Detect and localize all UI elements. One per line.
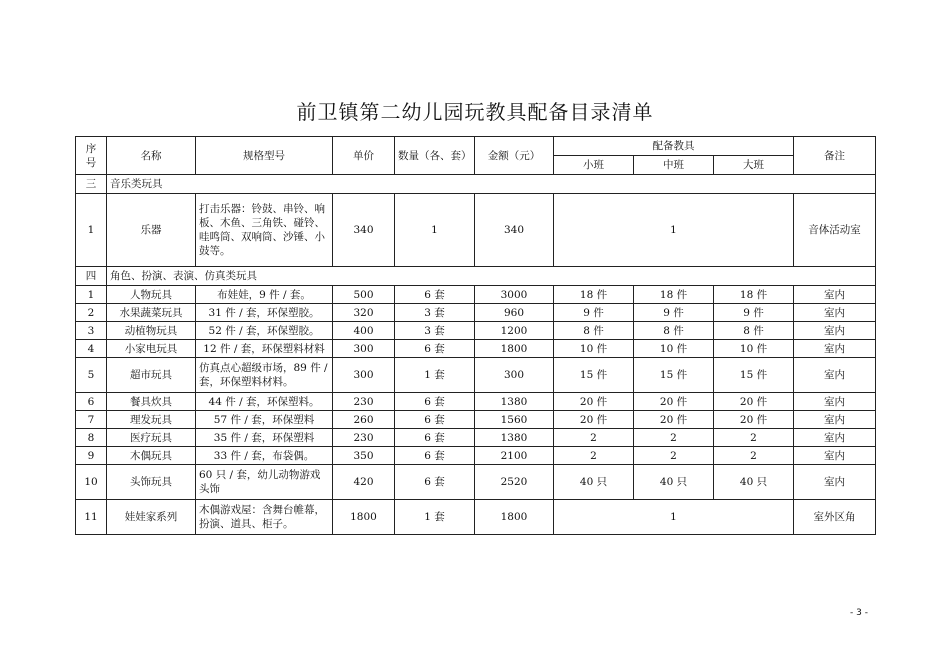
header-seq: 序号 bbox=[76, 137, 107, 175]
cell-name: 乐器 bbox=[107, 194, 196, 267]
cell-price: 1800 bbox=[333, 500, 395, 535]
cell-large: 20 件 bbox=[714, 393, 794, 411]
table-row bbox=[76, 286, 876, 304]
cell-small: 2 bbox=[554, 447, 634, 465]
cell-qty: 6 套 bbox=[395, 411, 475, 429]
cell-price: 500 bbox=[333, 286, 395, 304]
cell-config: 1 bbox=[554, 194, 794, 267]
cell-amount: 340 bbox=[475, 194, 554, 267]
cell-qty: 3 套 bbox=[395, 304, 475, 322]
cell-large: 10 件 bbox=[714, 340, 794, 358]
cell-name: 餐具炊具 bbox=[107, 393, 196, 411]
cell-note: 室内 bbox=[794, 429, 876, 447]
cell-qty: 6 套 bbox=[395, 340, 475, 358]
table-row bbox=[76, 411, 876, 429]
cell-spec: 打击乐器：铃鼓、串铃、响板、木鱼、三角铁、碰铃、哇鸣筒、双响筒、沙锤、小鼓等。 bbox=[196, 194, 333, 267]
cell-name: 医疗玩具 bbox=[107, 429, 196, 447]
header-note: 备注 bbox=[794, 137, 876, 175]
table-row bbox=[76, 393, 876, 411]
cell-price: 320 bbox=[333, 304, 395, 322]
cell-price: 340 bbox=[333, 194, 395, 267]
section-number: 四 bbox=[76, 267, 107, 286]
cell-note: 室内 bbox=[794, 447, 876, 465]
table-row bbox=[76, 447, 876, 465]
cell-middle: 15 件 bbox=[634, 358, 714, 393]
cell-large: 40 只 bbox=[714, 465, 794, 500]
header-price: 单价 bbox=[333, 137, 395, 175]
cell-no: 4 bbox=[76, 340, 107, 358]
table-row bbox=[76, 465, 876, 500]
cell-price: 260 bbox=[333, 411, 395, 429]
cell-no: 11 bbox=[76, 500, 107, 535]
cell-amount: 2520 bbox=[475, 465, 554, 500]
header-row bbox=[76, 137, 876, 156]
cell-spec: 60 只 / 套，幼儿动物游戏头饰 bbox=[196, 465, 333, 500]
cell-note: 室内 bbox=[794, 465, 876, 500]
cell-amount: 960 bbox=[475, 304, 554, 322]
page-title: 前卫镇第二幼儿园玩教具配备目录清单 bbox=[296, 100, 654, 124]
cell-middle: 18 件 bbox=[634, 286, 714, 304]
cell-note: 室内 bbox=[794, 340, 876, 358]
cell-large: 20 件 bbox=[714, 411, 794, 429]
cell-name: 木偶玩具 bbox=[107, 447, 196, 465]
cell-middle: 40 只 bbox=[634, 465, 714, 500]
cell-qty: 1 套 bbox=[395, 500, 475, 535]
cell-price: 230 bbox=[333, 429, 395, 447]
cell-no: 7 bbox=[76, 411, 107, 429]
cell-spec: 57 件 / 套，环保塑料 bbox=[196, 411, 333, 429]
cell-config: 1 bbox=[554, 500, 794, 535]
cell-small: 20 件 bbox=[554, 393, 634, 411]
section-number: 三 bbox=[76, 175, 107, 194]
cell-large: 18 件 bbox=[714, 286, 794, 304]
cell-name: 动植物玩具 bbox=[107, 322, 196, 340]
table-row bbox=[76, 358, 876, 393]
cell-small: 40 只 bbox=[554, 465, 634, 500]
cell-note: 室外区角 bbox=[794, 500, 876, 535]
cell-middle: 20 件 bbox=[634, 411, 714, 429]
cell-name: 娃娃家系列 bbox=[107, 500, 196, 535]
cell-amount: 1380 bbox=[475, 393, 554, 411]
cell-amount: 1800 bbox=[475, 340, 554, 358]
cell-amount: 2100 bbox=[475, 447, 554, 465]
cell-price: 230 bbox=[333, 393, 395, 411]
cell-price: 300 bbox=[333, 340, 395, 358]
cell-no: 5 bbox=[76, 358, 107, 393]
cell-middle: 9 件 bbox=[634, 304, 714, 322]
cell-amount: 1200 bbox=[475, 322, 554, 340]
cell-note: 室内 bbox=[794, 304, 876, 322]
cell-no: 8 bbox=[76, 429, 107, 447]
header-qty: 数量（各、套） bbox=[395, 137, 475, 175]
header-amount: 金额（元） bbox=[475, 137, 554, 175]
cell-small: 15 件 bbox=[554, 358, 634, 393]
cell-name: 超市玩具 bbox=[107, 358, 196, 393]
cell-no: 3 bbox=[76, 322, 107, 340]
cell-no: 9 bbox=[76, 447, 107, 465]
section-row-music bbox=[76, 175, 876, 194]
cell-note: 音体活动室 bbox=[794, 194, 876, 267]
cell-name: 理发玩具 bbox=[107, 411, 196, 429]
header-small: 小班 bbox=[554, 156, 634, 175]
cell-spec: 33 件 / 套，布袋偶。 bbox=[196, 447, 333, 465]
cell-amount: 1800 bbox=[475, 500, 554, 535]
cell-no: 2 bbox=[76, 304, 107, 322]
table-row bbox=[76, 500, 876, 535]
table-row bbox=[76, 194, 876, 267]
cell-note: 室内 bbox=[794, 393, 876, 411]
cell-qty: 1 套 bbox=[395, 358, 475, 393]
cell-middle: 2 bbox=[634, 429, 714, 447]
cell-qty: 6 套 bbox=[395, 393, 475, 411]
section-title: 角色、扮演、表演、仿真类玩具 bbox=[107, 267, 876, 286]
cell-amount: 1380 bbox=[475, 429, 554, 447]
cell-spec: 52 件 / 套，环保塑胶。 bbox=[196, 322, 333, 340]
header-large: 大班 bbox=[714, 156, 794, 175]
cell-large: 9 件 bbox=[714, 304, 794, 322]
cell-note: 室内 bbox=[794, 322, 876, 340]
cell-qty: 3 套 bbox=[395, 322, 475, 340]
cell-price: 350 bbox=[333, 447, 395, 465]
header-config: 配备教具 bbox=[554, 137, 794, 156]
cell-large: 2 bbox=[714, 447, 794, 465]
cell-large: 8 件 bbox=[714, 322, 794, 340]
cell-amount: 1560 bbox=[475, 411, 554, 429]
cell-qty: 6 套 bbox=[395, 465, 475, 500]
cell-large: 15 件 bbox=[714, 358, 794, 393]
cell-price: 300 bbox=[333, 358, 395, 393]
table-row bbox=[76, 322, 876, 340]
section-row-role-play bbox=[76, 267, 876, 286]
cell-amount: 3000 bbox=[475, 286, 554, 304]
cell-name: 水果蔬菜玩具 bbox=[107, 304, 196, 322]
cell-spec: 12 件 / 套，环保塑料材料 bbox=[196, 340, 333, 358]
cell-large: 2 bbox=[714, 429, 794, 447]
cell-price: 420 bbox=[333, 465, 395, 500]
cell-qty: 6 套 bbox=[395, 286, 475, 304]
cell-no: 1 bbox=[76, 194, 107, 267]
cell-spec: 仿真点心超级市场，89 件 / 套，环保塑料材料。 bbox=[196, 358, 333, 393]
cell-name: 头饰玩具 bbox=[107, 465, 196, 500]
cell-middle: 10 件 bbox=[634, 340, 714, 358]
header-name: 名称 bbox=[107, 137, 196, 175]
cell-spec: 44 件 / 套，环保塑料。 bbox=[196, 393, 333, 411]
cell-name: 人物玩具 bbox=[107, 286, 196, 304]
cell-spec: 木偶游戏屋：含舞台帷幕，扮演、道具、柜子。 bbox=[196, 500, 333, 535]
cell-small: 18 件 bbox=[554, 286, 634, 304]
cell-small: 9 件 bbox=[554, 304, 634, 322]
table-row bbox=[76, 429, 876, 447]
cell-no: 6 bbox=[76, 393, 107, 411]
cell-spec: 布娃娃，9 件 / 套。 bbox=[196, 286, 333, 304]
cell-small: 2 bbox=[554, 429, 634, 447]
cell-spec: 35 件 / 套，环保塑料 bbox=[196, 429, 333, 447]
cell-note: 室内 bbox=[794, 358, 876, 393]
cell-spec: 31 件 / 套，环保塑胶。 bbox=[196, 304, 333, 322]
cell-middle: 2 bbox=[634, 447, 714, 465]
cell-small: 10 件 bbox=[554, 340, 634, 358]
cell-middle: 20 件 bbox=[634, 393, 714, 411]
cell-small: 20 件 bbox=[554, 411, 634, 429]
header-spec: 规格型号 bbox=[196, 137, 333, 175]
cell-note: 室内 bbox=[794, 286, 876, 304]
cell-qty: 6 套 bbox=[395, 429, 475, 447]
cell-middle: 8 件 bbox=[634, 322, 714, 340]
section-title: 音乐类玩具 bbox=[107, 175, 876, 194]
cell-no: 10 bbox=[76, 465, 107, 500]
table-row bbox=[76, 340, 876, 358]
cell-no: 1 bbox=[76, 286, 107, 304]
cell-note: 室内 bbox=[794, 411, 876, 429]
catalog-table bbox=[75, 136, 876, 535]
item-rows bbox=[76, 286, 876, 500]
cell-small: 8 件 bbox=[554, 322, 634, 340]
page-number: - 3 - bbox=[850, 608, 868, 618]
table-row bbox=[76, 304, 876, 322]
cell-name: 小家电玩具 bbox=[107, 340, 196, 358]
cell-price: 400 bbox=[333, 322, 395, 340]
cell-qty: 6 套 bbox=[395, 447, 475, 465]
header-middle: 中班 bbox=[634, 156, 714, 175]
cell-qty: 1 bbox=[395, 194, 475, 267]
cell-amount: 300 bbox=[475, 358, 554, 393]
